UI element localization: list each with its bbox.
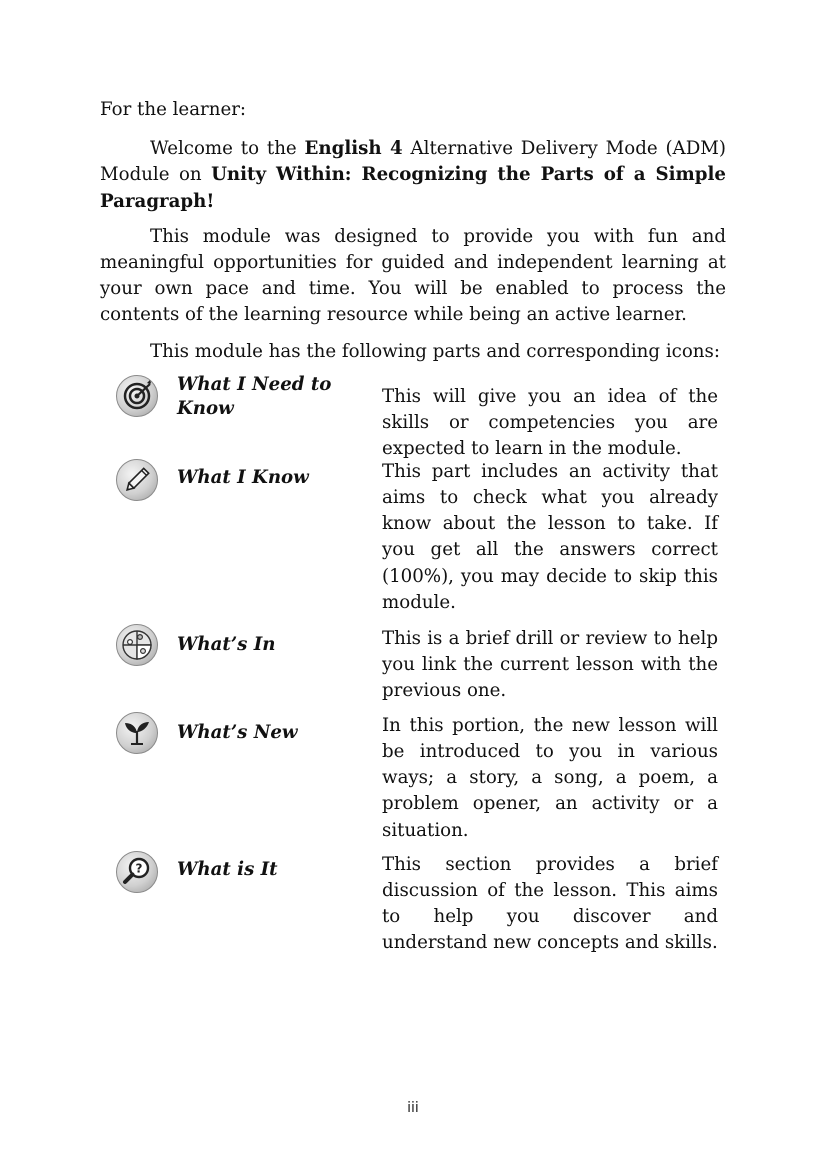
part-label: What is It xyxy=(177,858,278,880)
part-description: This will give you an idea of the skills or competencies you are expected to learn in the module. xyxy=(382,385,718,460)
purpose-paragraph: This module was designed to provide you with fun and meaningful opportunities for guided and independent learning at your own pace and time. You will be enabled to process the contents of the learning resource while being an active learner. xyxy=(100,225,726,326)
welcome-text-start: Welcome to the xyxy=(150,138,305,160)
intro-heading: For the learner: xyxy=(100,99,247,120)
sprout-icon xyxy=(116,712,158,754)
page-number: iii xyxy=(407,1100,419,1116)
part-row-whats-in xyxy=(100,626,726,706)
part-description: In this portion, the new lesson will be introduced to you in various ways; a story, a song, a poem, a problem opener, an activity or a situation. xyxy=(382,714,718,841)
svg-text:?: ? xyxy=(135,861,143,876)
welcome-text-mid: Alternative Delivery Mode (ADM) Module on xyxy=(100,138,726,186)
part-label: What’s In xyxy=(177,633,276,655)
module-title: Unity Within: Recognizing the Parts of a Simple Paragraph! xyxy=(100,164,726,212)
part-label: What’s New xyxy=(177,721,298,743)
subject-name: English 4 xyxy=(304,138,403,160)
parts-lead: This module has the following parts and corresponding icons: xyxy=(150,340,720,362)
part-description: This section provides a brief discussion of the lesson. This aims to help you discover and understand new concepts and skills. xyxy=(382,853,718,954)
part-label: What I Know xyxy=(177,466,309,488)
part-description: This is a brief drill or review to help you link the current lesson with the previous one. xyxy=(382,627,718,702)
part-label: What I Need to Know xyxy=(177,373,332,419)
parts-list xyxy=(100,369,726,986)
part-description: This part includes an activity that aims to check what you already know about the lesson to take. If you get all the answers correct (100%), you may decide to skip this module. xyxy=(382,460,718,613)
part-row-what-i-need-to-know xyxy=(100,369,726,460)
magnifier-question-icon xyxy=(116,851,158,893)
part-row-what-is-it xyxy=(100,852,726,986)
puzzle-icon xyxy=(116,624,158,666)
pencil-icon xyxy=(116,459,158,501)
part-row-whats-new xyxy=(100,713,726,847)
welcome-paragraph xyxy=(100,136,726,215)
target-icon xyxy=(116,375,158,417)
part-row-what-i-know xyxy=(100,459,726,620)
document-body xyxy=(100,97,726,986)
